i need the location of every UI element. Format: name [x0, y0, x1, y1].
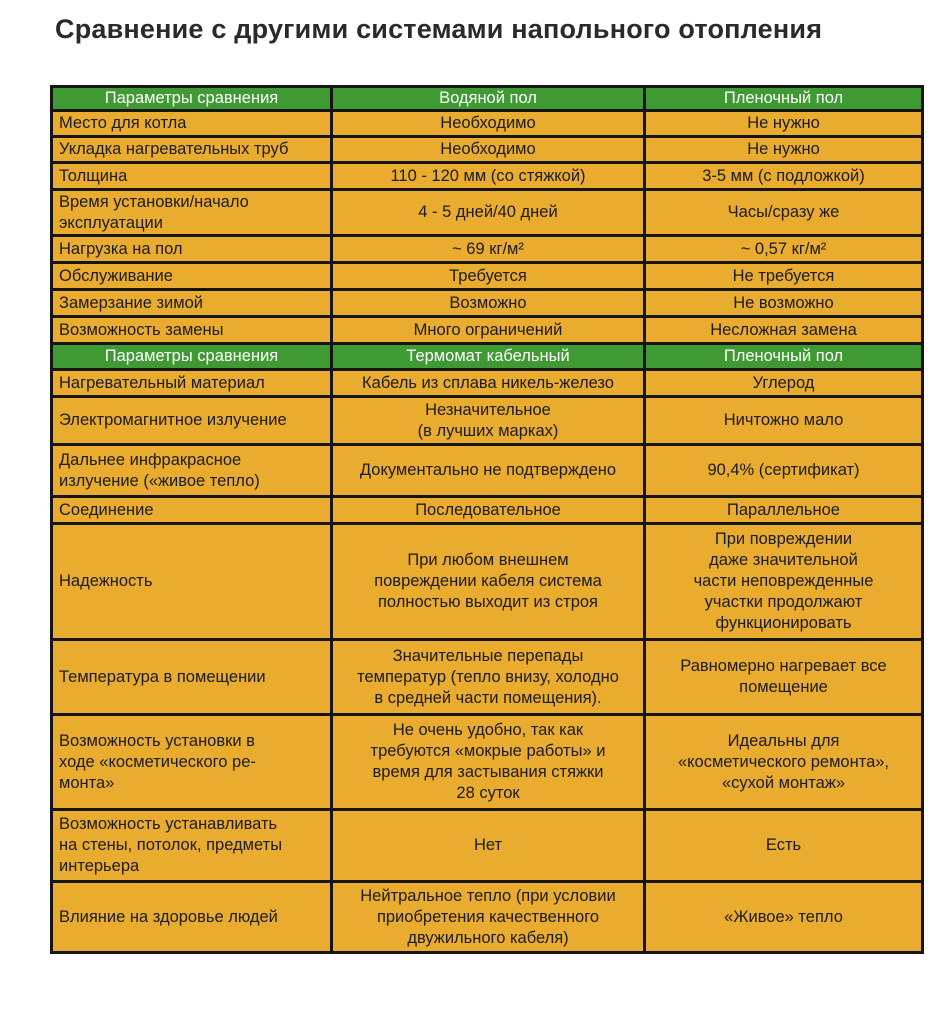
- row-value-system-b: Идеальны для «косметического ремонта», «сухой монтаж»: [645, 715, 923, 810]
- row-value-system-b: Несложная замена: [645, 317, 923, 344]
- table-row: [52, 640, 923, 715]
- row-value-system-b: При повреждении даже значительной части неповрежденные участки продолжают функционировать: [645, 524, 923, 640]
- column-header: Параметры сравнения: [52, 87, 332, 111]
- row-parameter: Влияние на здоровье людей: [52, 882, 332, 953]
- row-parameter: Место для котла: [52, 111, 332, 137]
- table-row: [52, 111, 923, 137]
- column-header: Пленочный пол: [645, 344, 923, 370]
- table-row: [52, 882, 923, 953]
- table-row: [52, 290, 923, 317]
- table-row: [52, 263, 923, 290]
- row-value-system-b: Равномерно нагревает все помещение: [645, 640, 923, 715]
- table-row: [52, 190, 923, 236]
- row-value-system-a: Требуется: [332, 263, 645, 290]
- row-value-system-a: Документально не подтверждено: [332, 445, 645, 497]
- row-parameter: Электромагнитное излучение: [52, 397, 332, 445]
- row-parameter: Толщина: [52, 163, 332, 190]
- row-value-system-a: Значительные перепады температур (тепло внизу, холодно в средней части помещения).: [332, 640, 645, 715]
- row-value-system-a: 110 - 120 мм (со стяжкой): [332, 163, 645, 190]
- row-value-system-b: 3-5 мм (с подложкой): [645, 163, 923, 190]
- row-value-system-a: Необходимо: [332, 137, 645, 163]
- row-value-system-b: Углерод: [645, 370, 923, 397]
- table-row: [52, 445, 923, 497]
- row-parameter: Нагревательный материал: [52, 370, 332, 397]
- row-parameter: Обслуживание: [52, 263, 332, 290]
- row-value-system-b: Есть: [645, 810, 923, 882]
- comparison-table: [50, 85, 924, 954]
- row-parameter: Замерзание зимой: [52, 290, 332, 317]
- row-parameter: Возможность устанавливать на стены, потолок, предметы интерьера: [52, 810, 332, 882]
- column-header: Параметры сравнения: [52, 344, 332, 370]
- row-parameter: Укладка нагревательных труб: [52, 137, 332, 163]
- column-header: Термомат кабельный: [332, 344, 645, 370]
- row-parameter: Дальнее инфракрасное излучение («живое тепло): [52, 445, 332, 497]
- row-value-system-b: Параллельное: [645, 497, 923, 524]
- column-header: Пленочный пол: [645, 87, 923, 111]
- table-row: [52, 137, 923, 163]
- row-value-system-a: ~ 69 кг/м²: [332, 236, 645, 263]
- table-row: [52, 370, 923, 397]
- row-parameter: Нагрузка на пол: [52, 236, 332, 263]
- row-parameter: Возможность замены: [52, 317, 332, 344]
- row-parameter: Возможность установки в ходе «косметического ре- монта»: [52, 715, 332, 810]
- row-parameter: Соединение: [52, 497, 332, 524]
- row-parameter: Время установки/начало эксплуатации: [52, 190, 332, 236]
- row-parameter: Температура в помещении: [52, 640, 332, 715]
- row-value-system-b: Не возможно: [645, 290, 923, 317]
- row-value-system-a: Последовательное: [332, 497, 645, 524]
- row-value-system-a: Много ограничений: [332, 317, 645, 344]
- table-row: [52, 497, 923, 524]
- row-value-system-b: ~ 0,57 кг/м²: [645, 236, 923, 263]
- row-value-system-a: Необходимо: [332, 111, 645, 137]
- row-value-system-b: Ничтожно мало: [645, 397, 923, 445]
- table-row: [52, 236, 923, 263]
- table-row: [52, 317, 923, 344]
- row-value-system-b: «Живое» тепло: [645, 882, 923, 953]
- table-row: [52, 397, 923, 445]
- row-value-system-a: Нет: [332, 810, 645, 882]
- row-value-system-a: Нейтральное тепло (при условии приобретения качественного двужильного кабеля): [332, 882, 645, 953]
- row-value-system-a: Кабель из сплава никель-железо: [332, 370, 645, 397]
- column-header: Водяной пол: [332, 87, 645, 111]
- row-value-system-a: 4 - 5 дней/40 дней: [332, 190, 645, 236]
- row-value-system-a: При любом внешнем повреждении кабеля система полностью выходит из строя: [332, 524, 645, 640]
- row-parameter: Надежность: [52, 524, 332, 640]
- row-value-system-a: Незначительное (в лучших марках): [332, 397, 645, 445]
- row-value-system-b: 90,4% (сертификат): [645, 445, 923, 497]
- page-title: Сравнение с другими системами напольного отопления: [55, 14, 823, 44]
- row-value-system-b: Не требуется: [645, 263, 923, 290]
- row-value-system-a: Не очень удобно, так как требуются «мокрые работы» и время для застывания стяжки 28 суток: [332, 715, 645, 810]
- row-value-system-a: Возможно: [332, 290, 645, 317]
- table-row: [52, 524, 923, 640]
- table-header-row: [52, 344, 923, 370]
- row-value-system-b: Не нужно: [645, 111, 923, 137]
- row-value-system-b: Часы/сразу же: [645, 190, 923, 236]
- table-row: [52, 715, 923, 810]
- table-header-row: [52, 87, 923, 111]
- row-value-system-b: Не нужно: [645, 137, 923, 163]
- table-row: [52, 810, 923, 882]
- table-row: [52, 163, 923, 190]
